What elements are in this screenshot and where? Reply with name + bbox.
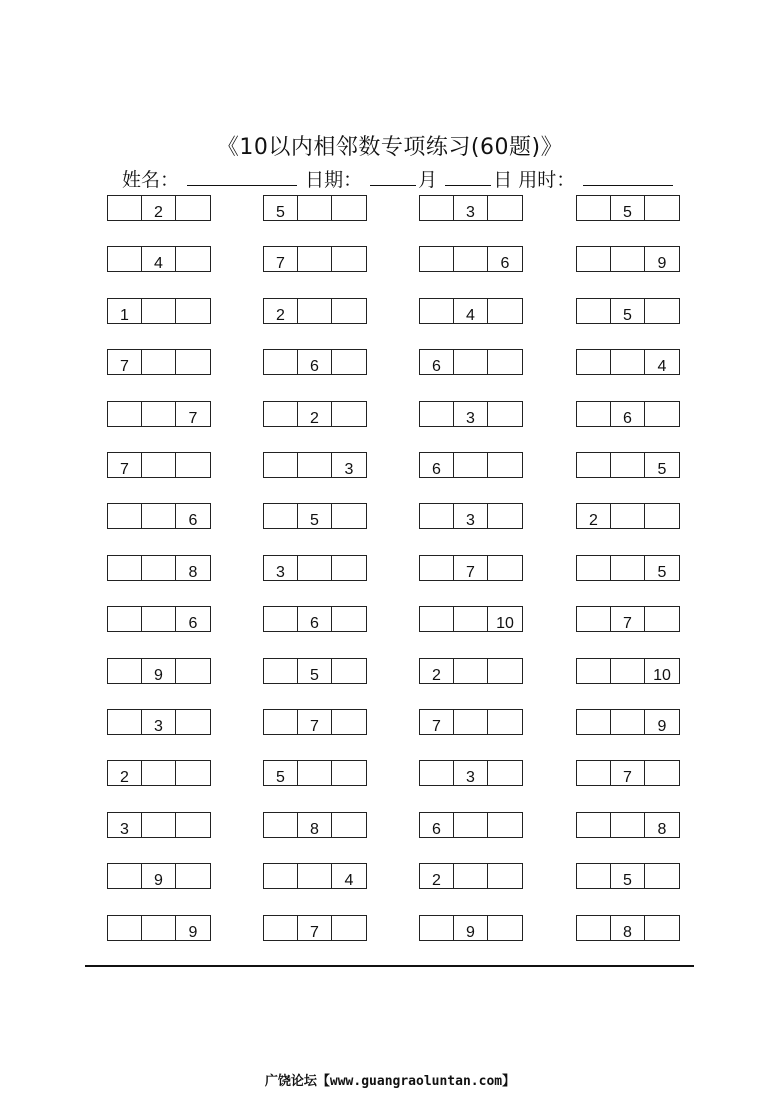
answer-box[interactable] — [176, 196, 210, 220]
given-number-box: 2 — [577, 504, 611, 528]
answer-box[interactable] — [420, 402, 454, 426]
number-sequence-boxes — [576, 401, 680, 427]
given-number-box: 10 — [653, 667, 671, 684]
answer-box[interactable] — [108, 864, 142, 888]
answer-box[interactable] — [298, 864, 332, 888]
answer-box[interactable] — [298, 761, 332, 785]
answer-box[interactable] — [332, 710, 366, 734]
answer-box[interactable] — [108, 556, 142, 580]
number-sequence-boxes — [107, 760, 211, 786]
number-sequence-boxes — [263, 503, 367, 529]
given-number-box: 6 — [420, 813, 454, 837]
given-number-box: 6 — [188, 615, 198, 632]
number-sequence-boxes — [576, 863, 680, 889]
number-sequence-boxes — [263, 401, 367, 427]
number-sequence-boxes — [576, 452, 680, 478]
answer-box[interactable] — [577, 247, 611, 271]
exercise-row — [107, 503, 680, 529]
answer-box[interactable] — [488, 813, 522, 837]
given-number-box: 7 — [108, 453, 142, 477]
given-number-box: 8 — [298, 813, 332, 837]
given-number-box: 5 — [264, 761, 298, 785]
given-number-box: 2 — [264, 299, 298, 323]
exercise-row — [107, 606, 680, 632]
answer-box[interactable] — [454, 350, 488, 374]
number-sequence-boxes — [263, 349, 367, 375]
answer-box[interactable] — [142, 607, 176, 631]
answer-box[interactable] — [611, 350, 645, 374]
answer-box[interactable] — [176, 659, 210, 683]
given-number-box: 3 — [454, 402, 488, 426]
day-label: 日 — [493, 169, 513, 191]
given-number-box: 7 — [298, 710, 332, 734]
number-sequence-boxes — [419, 298, 523, 324]
given-number-box: 5 — [298, 504, 332, 528]
number-sequence-boxes — [419, 760, 523, 786]
answer-box[interactable] — [264, 813, 298, 837]
exercise-row — [107, 195, 680, 221]
number-sequence-boxes — [107, 863, 211, 889]
number-sequence-boxes — [107, 812, 211, 838]
answer-box[interactable] — [454, 864, 488, 888]
given-number-box: 5 — [657, 564, 667, 581]
page-title: 《10以内相邻数专项练习(60题)》 — [216, 135, 564, 160]
number-sequence-boxes — [576, 812, 680, 838]
answer-box[interactable] — [298, 556, 332, 580]
time-label: 用时： — [518, 169, 576, 191]
number-sequence-boxes — [419, 195, 523, 221]
answer-box[interactable] — [264, 864, 298, 888]
answer-box[interactable] — [420, 247, 454, 271]
answer-box[interactable] — [332, 556, 366, 580]
answer-box[interactable] — [332, 402, 366, 426]
answer-box[interactable] — [420, 299, 454, 323]
answer-box[interactable] — [176, 710, 210, 734]
answer-box[interactable] — [108, 710, 142, 734]
answer-box[interactable] — [108, 504, 142, 528]
given-number-box: 9 — [657, 255, 667, 272]
answer-box[interactable] — [488, 864, 522, 888]
given-number-box: 7 — [264, 247, 298, 271]
answer-box[interactable] — [264, 916, 298, 940]
given-number-box: 6 — [188, 512, 198, 529]
number-sequence-boxes — [107, 555, 211, 581]
answer-box[interactable] — [420, 761, 454, 785]
given-number-box: 2 — [108, 761, 142, 785]
answer-box[interactable] — [645, 196, 679, 220]
answer-box[interactable] — [611, 710, 645, 734]
answer-box[interactable] — [142, 299, 176, 323]
number-sequence-boxes — [107, 195, 211, 221]
given-number-box: 9 — [142, 659, 176, 683]
answer-box[interactable] — [176, 247, 210, 271]
number-sequence-boxes — [419, 915, 523, 941]
answer-box[interactable] — [176, 453, 210, 477]
number-sequence-boxes — [576, 606, 680, 632]
answer-box[interactable] — [264, 402, 298, 426]
exercise-row — [107, 401, 680, 427]
given-number-box: 7 — [188, 410, 198, 427]
answer-box[interactable] — [108, 402, 142, 426]
answer-box[interactable] — [645, 864, 679, 888]
given-number-box: 1 — [108, 299, 142, 323]
number-sequence-boxes — [419, 503, 523, 529]
answer-box[interactable] — [611, 556, 645, 580]
given-number-box: 2 — [420, 659, 454, 683]
given-number-box: 3 — [454, 504, 488, 528]
number-sequence-boxes — [107, 503, 211, 529]
answer-box[interactable] — [142, 402, 176, 426]
number-sequence-boxes — [419, 812, 523, 838]
answer-box[interactable] — [108, 196, 142, 220]
number-sequence-boxes — [419, 401, 523, 427]
answer-box[interactable] — [176, 864, 210, 888]
number-sequence-boxes — [576, 298, 680, 324]
answer-box[interactable] — [108, 247, 142, 271]
given-number-box: 8 — [611, 916, 645, 940]
number-sequence-boxes — [107, 298, 211, 324]
given-number-box: 3 — [344, 461, 354, 478]
answer-box[interactable] — [176, 761, 210, 785]
answer-box[interactable] — [645, 761, 679, 785]
answer-box[interactable] — [420, 916, 454, 940]
answer-box[interactable] — [298, 453, 332, 477]
answer-box[interactable] — [645, 504, 679, 528]
month-blank[interactable] — [370, 167, 416, 186]
number-sequence-boxes — [576, 555, 680, 581]
answer-box[interactable] — [332, 607, 366, 631]
answer-box[interactable] — [611, 659, 645, 683]
number-sequence-boxes — [263, 915, 367, 941]
answer-box[interactable] — [645, 402, 679, 426]
exercise-row — [107, 555, 680, 581]
number-sequence-boxes — [263, 863, 367, 889]
answer-box[interactable] — [645, 299, 679, 323]
number-sequence-boxes — [576, 503, 680, 529]
number-sequence-boxes — [107, 246, 211, 272]
answer-box[interactable] — [142, 556, 176, 580]
given-number-box: 5 — [611, 864, 645, 888]
number-sequence-boxes — [576, 915, 680, 941]
number-sequence-boxes — [419, 555, 523, 581]
given-number-box: 3 — [454, 761, 488, 785]
number-sequence-boxes — [107, 606, 211, 632]
answer-box[interactable] — [332, 659, 366, 683]
answer-box[interactable] — [577, 761, 611, 785]
answer-box[interactable] — [454, 710, 488, 734]
answer-box[interactable] — [108, 659, 142, 683]
answer-box[interactable] — [611, 813, 645, 837]
answer-box[interactable] — [488, 761, 522, 785]
given-number-box: 2 — [142, 196, 176, 220]
answer-box[interactable] — [577, 710, 611, 734]
number-sequence-boxes — [576, 349, 680, 375]
given-number-box: 5 — [298, 659, 332, 683]
number-sequence-boxes — [263, 658, 367, 684]
answer-box[interactable] — [264, 453, 298, 477]
answer-box[interactable] — [108, 607, 142, 631]
number-sequence-boxes — [419, 658, 523, 684]
given-number-box: 7 — [454, 556, 488, 580]
given-number-box: 5 — [611, 299, 645, 323]
answer-box[interactable] — [264, 350, 298, 374]
number-sequence-boxes — [107, 452, 211, 478]
answer-box[interactable] — [577, 196, 611, 220]
number-sequence-boxes — [107, 658, 211, 684]
given-number-box: 7 — [108, 350, 142, 374]
given-number-box: 6 — [500, 255, 510, 272]
given-number-box: 9 — [188, 924, 198, 941]
given-number-box: 3 — [264, 556, 298, 580]
given-number-box: 9 — [142, 864, 176, 888]
given-number-box: 9 — [454, 916, 488, 940]
given-number-box: 6 — [420, 453, 454, 477]
number-sequence-boxes — [107, 349, 211, 375]
answer-box[interactable] — [488, 916, 522, 940]
answer-box[interactable] — [454, 607, 488, 631]
number-sequence-boxes — [107, 401, 211, 427]
answer-box[interactable] — [332, 504, 366, 528]
exercise-row — [107, 298, 680, 324]
answer-box[interactable] — [264, 710, 298, 734]
answer-box[interactable] — [488, 556, 522, 580]
exercise-row — [107, 452, 680, 478]
answer-box[interactable] — [176, 299, 210, 323]
exercise-row — [107, 658, 680, 684]
answer-box[interactable] — [264, 607, 298, 631]
answer-box[interactable] — [488, 504, 522, 528]
answer-box[interactable] — [488, 196, 522, 220]
answer-box[interactable] — [332, 761, 366, 785]
number-sequence-boxes — [419, 452, 523, 478]
answer-box[interactable] — [645, 607, 679, 631]
answer-box[interactable] — [298, 196, 332, 220]
date-label: 日期： — [305, 169, 363, 191]
exercise-row — [107, 812, 680, 838]
given-number-box: 10 — [496, 615, 514, 632]
answer-box[interactable] — [176, 813, 210, 837]
answer-box[interactable] — [454, 659, 488, 683]
answer-box[interactable] — [420, 556, 454, 580]
number-sequence-boxes — [263, 298, 367, 324]
answer-box[interactable] — [454, 813, 488, 837]
answer-box[interactable] — [332, 247, 366, 271]
exercise-row — [107, 760, 680, 786]
answer-box[interactable] — [488, 402, 522, 426]
given-number-box: 7 — [611, 761, 645, 785]
exercise-row — [107, 246, 680, 272]
answer-box[interactable] — [488, 350, 522, 374]
answer-box[interactable] — [142, 916, 176, 940]
answer-box[interactable] — [264, 659, 298, 683]
answer-box[interactable] — [577, 350, 611, 374]
number-sequence-boxes — [576, 246, 680, 272]
number-sequence-boxes — [263, 709, 367, 735]
exercise-row — [107, 863, 680, 889]
answer-box[interactable] — [142, 453, 176, 477]
given-number-box: 8 — [188, 564, 198, 581]
given-number-box: 6 — [298, 350, 332, 374]
number-sequence-boxes — [107, 709, 211, 735]
answer-box[interactable] — [332, 813, 366, 837]
given-number-box: 6 — [298, 607, 332, 631]
number-sequence-boxes — [263, 555, 367, 581]
answer-box[interactable] — [454, 247, 488, 271]
answer-box[interactable] — [611, 247, 645, 271]
answer-box[interactable] — [577, 916, 611, 940]
number-sequence-boxes — [263, 812, 367, 838]
answer-box[interactable] — [577, 453, 611, 477]
given-number-box: 4 — [454, 299, 488, 323]
number-sequence-boxes — [419, 606, 523, 632]
answer-box[interactable] — [298, 299, 332, 323]
answer-box[interactable] — [645, 916, 679, 940]
answer-box[interactable] — [577, 556, 611, 580]
answer-box[interactable] — [488, 710, 522, 734]
answer-box[interactable] — [488, 659, 522, 683]
answer-box[interactable] — [577, 607, 611, 631]
number-sequence-boxes — [419, 246, 523, 272]
given-number-box: 5 — [657, 461, 667, 478]
month-label: 月 — [418, 169, 438, 191]
answer-box[interactable] — [420, 607, 454, 631]
given-number-box: 3 — [142, 710, 176, 734]
answer-box[interactable] — [577, 299, 611, 323]
answer-box[interactable] — [298, 247, 332, 271]
exercise-row — [107, 349, 680, 375]
answer-box[interactable] — [142, 350, 176, 374]
answer-box[interactable] — [142, 761, 176, 785]
given-number-box: 9 — [657, 718, 667, 735]
answer-box[interactable] — [488, 453, 522, 477]
answer-box[interactable] — [142, 504, 176, 528]
answer-box[interactable] — [577, 659, 611, 683]
answer-box[interactable] — [332, 196, 366, 220]
exercise-row — [107, 915, 680, 941]
footer-source: 广饶论坛【www.guangraoluntan.com】 — [264, 1074, 516, 1089]
name-label: 姓名： — [122, 169, 180, 191]
given-number-box: 4 — [142, 247, 176, 271]
answer-box[interactable] — [420, 504, 454, 528]
given-number-box: 3 — [108, 813, 142, 837]
given-number-box: 6 — [420, 350, 454, 374]
answer-box[interactable] — [420, 196, 454, 220]
number-sequence-boxes — [263, 452, 367, 478]
answer-box[interactable] — [176, 350, 210, 374]
answer-box[interactable] — [332, 299, 366, 323]
given-number-box: 5 — [611, 196, 645, 220]
number-sequence-boxes — [576, 709, 680, 735]
day-blank[interactable] — [445, 167, 491, 186]
given-number-box: 5 — [264, 196, 298, 220]
given-number-box: 7 — [420, 710, 454, 734]
number-sequence-boxes — [263, 246, 367, 272]
given-number-box: 2 — [298, 402, 332, 426]
number-sequence-boxes — [419, 863, 523, 889]
answer-box[interactable] — [577, 864, 611, 888]
number-sequence-boxes — [263, 195, 367, 221]
answer-box[interactable] — [577, 402, 611, 426]
given-number-box: 3 — [454, 196, 488, 220]
number-sequence-boxes — [263, 760, 367, 786]
number-sequence-boxes — [107, 915, 211, 941]
number-sequence-boxes — [419, 709, 523, 735]
given-number-box: 8 — [657, 821, 667, 838]
divider-line — [85, 965, 694, 967]
answer-box[interactable] — [332, 350, 366, 374]
given-number-box: 6 — [611, 402, 645, 426]
given-number-box: 4 — [657, 358, 667, 375]
number-sequence-boxes — [576, 195, 680, 221]
given-number-box: 2 — [420, 864, 454, 888]
given-number-box: 7 — [298, 916, 332, 940]
number-sequence-boxes — [263, 606, 367, 632]
answer-box[interactable] — [577, 813, 611, 837]
given-number-box: 7 — [611, 607, 645, 631]
number-sequence-boxes — [576, 658, 680, 684]
answer-box[interactable] — [264, 504, 298, 528]
number-sequence-boxes — [419, 349, 523, 375]
answer-box[interactable] — [108, 916, 142, 940]
answer-box[interactable] — [611, 453, 645, 477]
given-number-box: 4 — [344, 872, 354, 889]
student-info-line — [122, 167, 675, 192]
name-blank[interactable] — [187, 167, 297, 186]
number-sequence-boxes — [576, 760, 680, 786]
answer-box[interactable] — [454, 453, 488, 477]
time-blank[interactable] — [583, 167, 673, 186]
answer-box[interactable] — [142, 813, 176, 837]
answer-box[interactable] — [488, 299, 522, 323]
exercise-row — [107, 709, 680, 735]
answer-box[interactable] — [332, 916, 366, 940]
answer-box[interactable] — [611, 504, 645, 528]
